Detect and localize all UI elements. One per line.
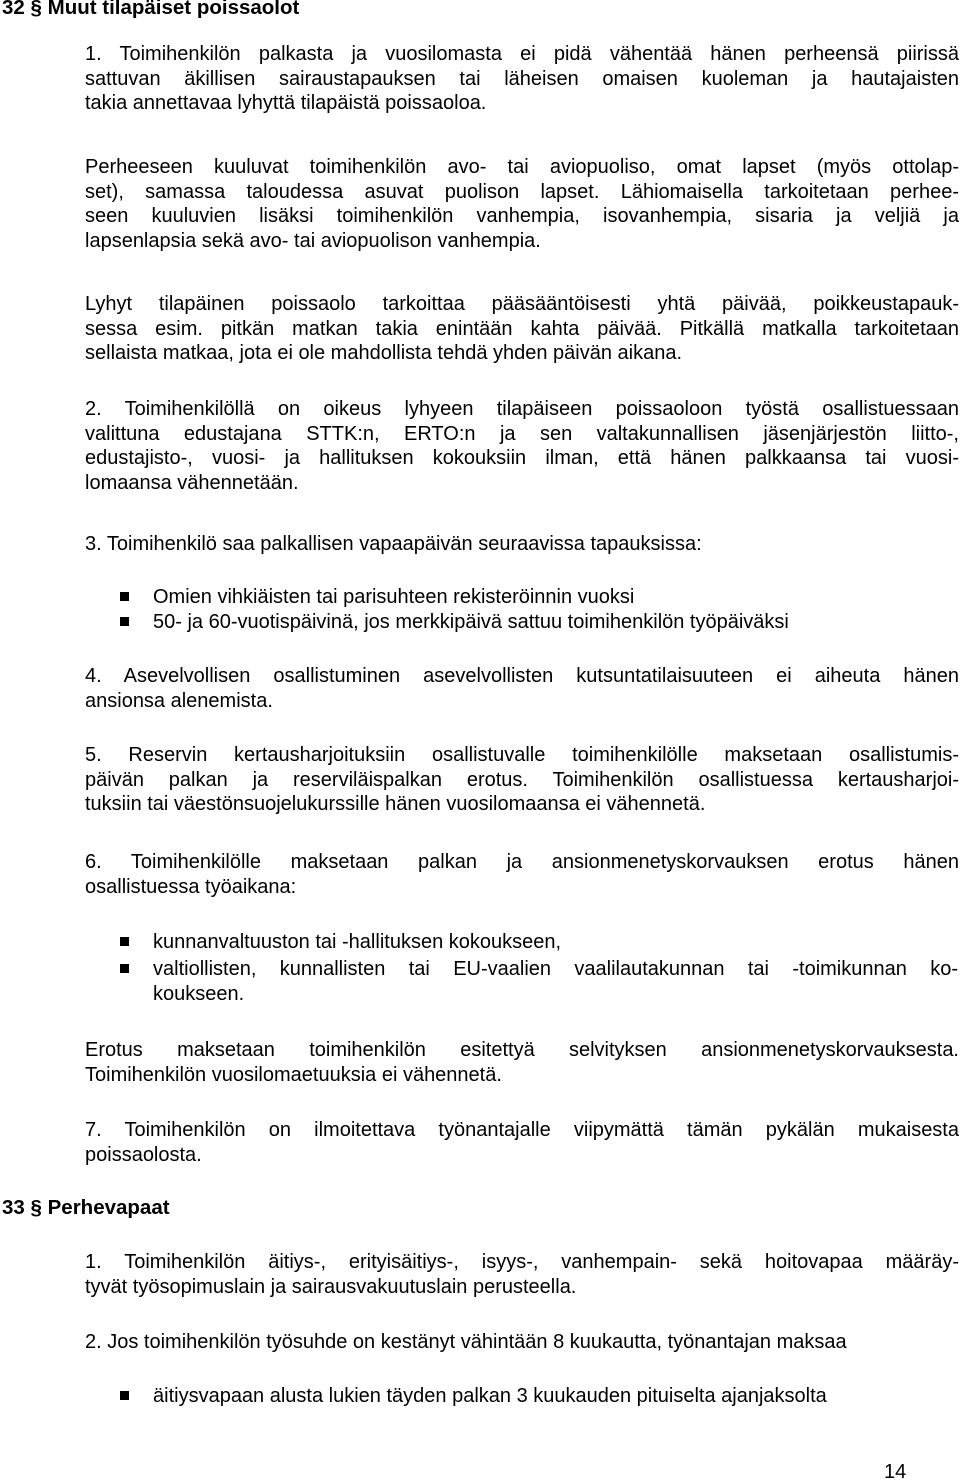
text-line: set), samassa taloudessa asuvat puolison lapset. Lähiomaisella tarkoitetaan perhee- bbox=[85, 180, 959, 203]
text-line: ansionsa alenemista. bbox=[85, 689, 273, 712]
text-line: 5. Reservin kertausharjoituksiin osallistuvalle toimihenkilölle maksetaan osallistumis- bbox=[85, 744, 959, 766]
text-line: sellaista matkaa, jota ei ole mahdollista tehdä yhden päivän aikana. bbox=[85, 342, 683, 364]
text-line: lapsenlapsia sekä avo- tai aviopuolison vanhempia. bbox=[85, 229, 541, 252]
list-item-text bbox=[153, 957, 958, 1006]
paragraph-32-9 bbox=[85, 1038, 959, 1087]
paragraph-32-8 bbox=[85, 850, 959, 899]
text-line: seen kuuluvien lisäksi toimihenkilön vanhempia, isovanhempia, sisaria ja veljiä ja bbox=[85, 205, 959, 227]
text-line: lomaansa vähennetään. bbox=[85, 471, 299, 494]
paragraph-33-2 bbox=[85, 1330, 959, 1355]
square-bullet-icon bbox=[120, 964, 129, 973]
section-sign: § bbox=[30, 1196, 42, 1219]
section-number: 33 bbox=[2, 1196, 25, 1219]
list-item bbox=[120, 930, 958, 955]
section-sign: § bbox=[30, 0, 42, 19]
text-line: poissaolosta. bbox=[85, 1143, 202, 1166]
paragraph-32-1 bbox=[85, 42, 959, 116]
page-number: 14 bbox=[884, 1461, 907, 1483]
list-item-text: Omien vihkiäisten tai parisuhteen rekisteröinnin vuoksi bbox=[153, 586, 635, 608]
section-number: 32 bbox=[2, 0, 25, 19]
text-line: 1. Toimihenkilön äitiys-, erityisäitiys-, isyys-, vanhempain- sekä hoitovapaa määräy- bbox=[85, 1251, 959, 1273]
section-32-heading bbox=[2, 0, 299, 20]
paragraph-33-1 bbox=[85, 1250, 959, 1299]
list-item bbox=[120, 585, 958, 610]
paragraph-32-7 bbox=[85, 743, 959, 817]
list-item-text: 50- ja 60-vuotispäivinä, jos merkkipäivä sattuu toimihenkilön työpäiväksi bbox=[153, 611, 789, 633]
text-line: edustajisto-, vuosi- ja hallituksen kokouksiin ilman, että hänen palkkaansa tai vuosi- bbox=[85, 447, 959, 469]
list-item bbox=[120, 1384, 958, 1409]
text-line: 2. Toimihenkilöllä on oikeus lyhyeen tilapäiseen poissaoloon työstä osallistuessaan bbox=[85, 398, 959, 420]
text-line: tuksiin tai väestönsuojelukurssille hänen vuosilomaansa ei vähennetä. bbox=[85, 793, 706, 815]
text-line: 3. Toimihenkilö saa palkallisen vapaapäivän seuraavissa tapauksissa: bbox=[85, 533, 702, 555]
section-title: Perhevapaat bbox=[47, 1196, 170, 1219]
text-line: valtiollisten, kunnallisten tai EU-vaalien vaalilautakunnan tai -toimikunnan ko- bbox=[153, 958, 958, 980]
square-bullet-icon bbox=[120, 937, 129, 946]
text-line: sattuvan äkillisen sairaustapauksen tai läheisen omaisen kuoleman ja hautajaisten bbox=[85, 67, 959, 90]
section-33-heading bbox=[2, 1196, 170, 1220]
text-line: 7. Toimihenkilön on ilmoitettava työnantajalle viipymättä tämän pykälän mukaisesta bbox=[85, 1119, 959, 1141]
list-item bbox=[120, 957, 958, 1006]
text-line: 2. Jos toimihenkilön työsuhde on kestänyt vähintään 8 kuukautta, työnantajan maksaa bbox=[85, 1331, 847, 1353]
text-line: Perheeseen kuuluvat toimihenkilön avo- tai aviopuoliso, omat lapset (myös ottolap- bbox=[85, 156, 959, 178]
text-line: Erotus maksetaan toimihenkilön esitettyä selvityksen ansionmenetyskorvauksesta. bbox=[85, 1039, 959, 1061]
text-line: tyvät työsopimuslain ja sairausvakuutuslain perusteella. bbox=[85, 1275, 577, 1298]
text-line: Toimihenkilön vuosilomaetuuksia ei vähennetä. bbox=[85, 1063, 502, 1086]
text-line: 1. Toimihenkilön palkasta ja vuosilomasta ei pidä vähentää hänen perheensä piirissä bbox=[85, 43, 959, 65]
text-line: 6. Toimihenkilölle maksetaan palkan ja ansionmenetyskorvauksen erotus hänen bbox=[85, 851, 959, 873]
square-bullet-icon bbox=[120, 1391, 129, 1400]
text-line: takia annettavaa lyhyttä tilapäistä poissaoloa. bbox=[85, 92, 487, 114]
paragraph-32-6 bbox=[85, 664, 959, 713]
text-line: osallistuessa työaikana: bbox=[85, 875, 297, 898]
text-line: valittuna edustajana STTK:n, ERTO:n ja sen valtakunnallisen jäsenjärjestön liitto-, bbox=[85, 422, 959, 445]
text-line: koukseen. bbox=[153, 982, 245, 1005]
list-item-text: kunnanvaltuuston tai -hallituksen kokoukseen, bbox=[153, 931, 562, 953]
paragraph-32-5 bbox=[85, 532, 959, 557]
paragraph-32-3 bbox=[85, 292, 959, 366]
square-bullet-icon bbox=[120, 592, 129, 601]
section-title: Muut tilapäiset poissaolot bbox=[47, 0, 300, 19]
text-line: Lyhyt tilapäinen poissaolo tarkoittaa pääsääntöisesti yhtä päivää, poikkeustapauk- bbox=[85, 293, 959, 315]
list-item bbox=[120, 610, 958, 635]
paragraph-32-2 bbox=[85, 155, 959, 253]
paragraph-32-4 bbox=[85, 397, 959, 495]
text-line: päivän palkan ja reserviläispalkan erotus. Toimihenkilön osallistuessa kertausharjoi- bbox=[85, 768, 959, 791]
paragraph-32-10 bbox=[85, 1118, 959, 1167]
square-bullet-icon bbox=[120, 617, 129, 626]
text-line: 4. Asevelvollisen osallistuminen asevelvollisten kutsuntatilaisuuteen ei aiheuta hänen bbox=[85, 665, 959, 687]
list-item-text: äitiysvapaan alusta lukien täyden palkan 3 kuukauden pituiselta ajanjaksolta bbox=[153, 1385, 827, 1407]
text-line: sessa esim. pitkän matkan takia enintään kahta päivää. Pitkällä matkalla tarkoitetaan bbox=[85, 317, 959, 340]
